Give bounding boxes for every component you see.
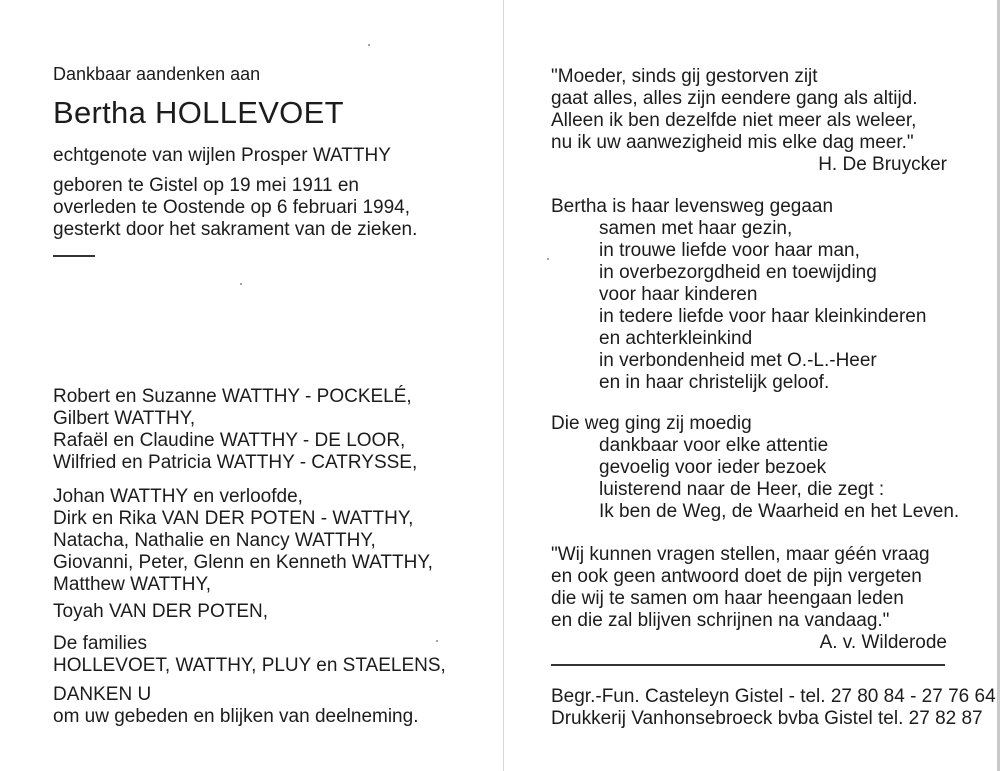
- sacrament-line: gesterkt door het sakrament van de zieken.: [53, 219, 418, 240]
- poem-line: luisterend naar de Heer, die zegt :: [599, 479, 885, 500]
- quote-line: gaat alles, alles zijn eendere gang als altijd.: [551, 88, 918, 109]
- short-divider: [53, 255, 95, 257]
- poem-line: samen met haar gezin,: [599, 218, 793, 239]
- quote-line: die wij te samen om haar heengaan leden: [551, 588, 904, 609]
- poem-line: Ik ben de Weg, de Waarheid en het Leven.: [599, 501, 960, 522]
- family-line: Dirk en Rika VAN DER POTEN - WATTHY,: [53, 508, 414, 529]
- family-line: Matthew WATTHY,: [53, 574, 212, 595]
- families-heading: De families: [53, 633, 147, 654]
- poem-first-line: Bertha is haar levensweg gegaan: [551, 196, 834, 217]
- thanks-text: om uw gebeden en blijken van deelneming.: [53, 706, 419, 727]
- family-line: Wilfried en Patricia WATTHY - CATRYSSE,: [53, 452, 418, 473]
- birth-line: geboren te Gistel op 19 mei 1911 en: [53, 175, 359, 196]
- poem-line: in trouwe liefde voor haar man,: [599, 240, 860, 261]
- families-names: HOLLEVOET, WATTHY, PLUY en STAELENS,: [53, 655, 446, 676]
- family-group-1: [53, 386, 417, 474]
- poem-1: [551, 196, 926, 394]
- family-group-2: [53, 486, 433, 596]
- poem-line: dankbaar voor elke attentie: [599, 435, 829, 456]
- quote-line: "Moeder, sinds gij gestorven zijt: [551, 66, 818, 87]
- quote-author: A. v. Wilderode: [819, 632, 947, 653]
- family-line: Rafaël en Claudine WATTHY - DE LOOR,: [53, 430, 406, 451]
- quote-line: Alleen ik ben dezelfde niet meer als weleer,: [551, 110, 917, 131]
- quote-1: [551, 66, 947, 176]
- poem-line: en achterkleinkind: [599, 328, 753, 349]
- family-line: Toyah VAN DER POTEN,: [53, 601, 269, 622]
- thanks-heading: DANKEN U: [53, 684, 152, 705]
- quote-line: nu ik uw aanwezigheid mis elke dag meer.": [551, 132, 914, 153]
- footer-block: [551, 686, 996, 730]
- poem-2: [551, 413, 959, 523]
- quote-line: en ook geen antwoord doet de pijn vergeten: [551, 566, 922, 587]
- speck: [436, 640, 438, 642]
- quote-line: "Wij kunnen vragen stellen, maar géén vraag: [551, 544, 930, 565]
- speck: [240, 283, 242, 285]
- funeral-home-line: Begr.-Fun. Casteleyn Gistel - tel. 27 80 84 - 27 76 64: [551, 686, 996, 707]
- families-block: [53, 633, 446, 677]
- poem-line: voor haar kinderen: [599, 284, 758, 305]
- family-line: Robert en Suzanne WATTHY - POCKELÉ,: [53, 386, 412, 407]
- family-line: Giovanni, Peter, Glenn en Kenneth WATTHY,: [53, 552, 433, 573]
- family-line: Natacha, Nathalie en Nancy WATTHY,: [53, 530, 376, 551]
- spouse-line: echtgenote van wijlen Prosper WATTHY: [53, 145, 391, 166]
- quote-line: en die zal blijven schrijnen na vandaag.": [551, 610, 890, 631]
- quote-author: H. De Bruycker: [818, 154, 947, 175]
- printer-line: Drukkerij Vanhonsebroeck bvba Gistel tel. 27 82 87: [551, 708, 983, 729]
- family-group-3: [53, 601, 268, 623]
- poem-first-line: Die weg ging zij moedig: [551, 413, 752, 434]
- footer-divider: [551, 664, 945, 666]
- quote-2: [551, 544, 947, 654]
- speck: [547, 258, 549, 260]
- deceased-name: Bertha HOLLEVOET: [53, 95, 344, 130]
- poem-line: en in haar christelijk geloof.: [599, 372, 830, 393]
- thanks-block: [53, 684, 418, 728]
- poem-line: gevoelig voor ieder bezoek: [599, 457, 827, 478]
- poem-line: in tedere liefde voor haar kleinkinderen: [599, 306, 927, 327]
- dates-block: [53, 175, 417, 241]
- poem-line: in overbezorgdheid en toewijding: [599, 262, 877, 283]
- poem-line: in verbondenheid met O.-L.-Heer: [599, 350, 877, 371]
- family-line: Johan WATTHY en verloofde,: [53, 486, 303, 507]
- death-line: overleden te Oostende op 6 februari 1994,: [53, 197, 411, 218]
- center-fold: [503, 0, 504, 771]
- speck: [368, 44, 370, 46]
- family-line: Gilbert WATTHY,: [53, 408, 196, 429]
- intro-text: Dankbaar aandenken aan: [53, 64, 261, 84]
